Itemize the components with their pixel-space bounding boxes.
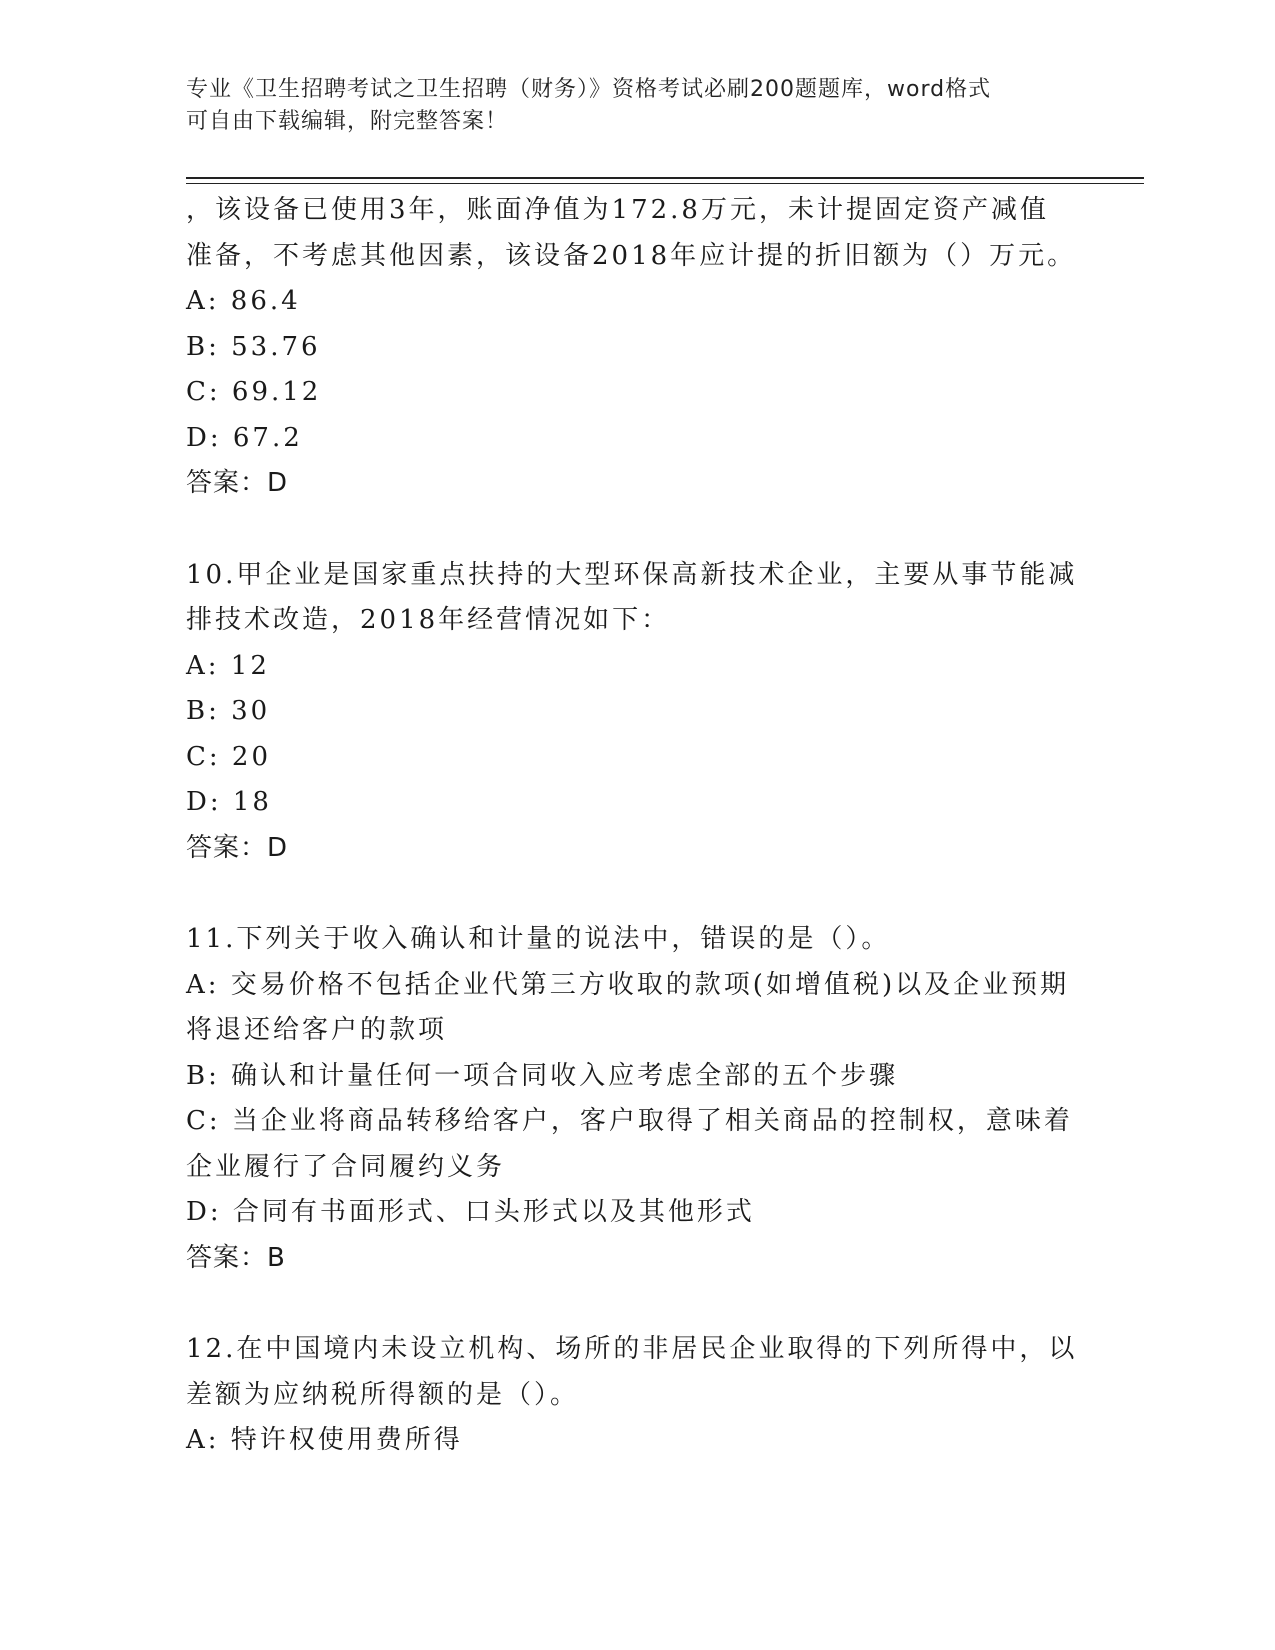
option-a: A: 86.4 [186,286,301,316]
option-b: B: 53.76 [186,331,321,362]
spacer [186,1281,1086,1327]
answer: 答案：D [186,832,289,863]
option-a: A: 12 [186,650,270,681]
header-divider-thin [186,183,1144,184]
option-b: B: 确认和计量任何一项合同收入应考虑全部的五个步骤 [186,1060,899,1091]
question-text: 准备，不考虑其他因素，该设备2018年应计提的折旧额为（）万元。 [186,240,1077,271]
document-header [186,74,1066,138]
question-text: 排技术改造，2018年经营情况如下： [186,605,671,635]
spacer [186,871,1086,917]
document-body [186,188,1086,1464]
option-d: D: 合同有书面形式、口头形式以及其他形式 [186,1197,755,1227]
question-9 [186,188,1086,507]
option-b: B: 30 [186,696,271,726]
header-line: 可自由下载编辑，附完整答案！ [186,109,509,134]
option-a: A: 特许权使用费所得 [186,1425,463,1455]
question-text: 12.在中国境内未设立机构、场所的非居民企业取得的下列所得中，以 [186,1334,1078,1364]
answer: 答案：D [186,468,289,498]
question-text: 10.甲企业是国家重点扶持的大型环保高新技术企业，主要从事节能减 [186,559,1078,590]
option-d: D: 18 [186,787,272,817]
option-d: D: 67.2 [186,422,303,453]
question-text: ，该设备已使用3年，账面净值为172.8万元，未计提固定资产减值 [186,195,1049,225]
option-c: C: 69.12 [186,377,322,407]
question-10 [186,553,1086,872]
option-a: A: 交易价格不包括企业代第三方收取的款项(如增值税)以及企业预期 [186,969,1070,1000]
header-line: 专业《卫生招聘考试之卫生招聘（财务）》资格考试必刷200题题库，word格式 [186,77,992,102]
question-text: 11.下列关于收入确认和计量的说法中，错误的是（）。 [186,924,891,954]
header-divider [186,177,1144,179]
option-a-continued: 将退还给客户的款项 [186,1015,448,1045]
option-c: C: 当企业将商品转移给客户，客户取得了相关商品的控制权，意味着 [186,1106,1073,1136]
question-12 [186,1327,1086,1464]
answer: 答案：B [186,1242,286,1273]
question-text: 差额为应纳税所得额的是（）。 [186,1379,580,1410]
question-11 [186,917,1086,1281]
option-c: C: 20 [186,741,272,772]
spacer [186,507,1086,553]
option-c-continued: 企业履行了合同履约义务 [186,1151,506,1182]
